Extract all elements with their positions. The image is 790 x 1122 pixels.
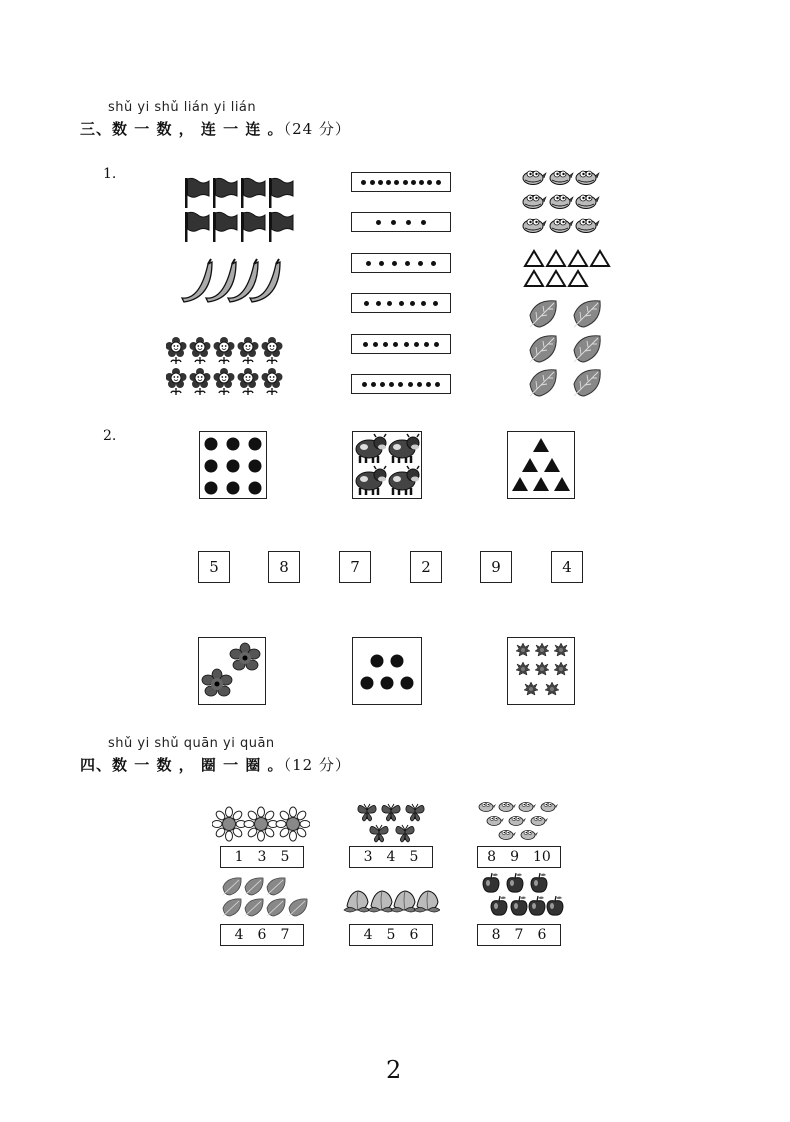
sunflowers-picture: [212, 806, 310, 842]
dot: [376, 301, 381, 306]
dot: [362, 382, 367, 387]
dot: [391, 220, 396, 225]
option-6[interactable]: 6: [409, 927, 419, 943]
circles-picture: [200, 432, 266, 498]
number-box-8[interactable]: 8: [268, 551, 300, 583]
section4-pinyin: shǔ yi shǔ quān yi quān: [108, 736, 275, 751]
dot-box-7[interactable]: [351, 293, 451, 313]
dot: [363, 342, 368, 347]
answer-box-birds: [477, 846, 561, 868]
number-box-2[interactable]: 2: [410, 551, 442, 583]
dot: [408, 382, 413, 387]
option-1[interactable]: 1: [234, 849, 244, 865]
dot: [421, 301, 426, 306]
flag-icon: [269, 178, 293, 208]
triangles-picture: [508, 432, 574, 498]
dot: [398, 382, 403, 387]
dot: [366, 261, 371, 266]
dot: [364, 301, 369, 306]
option-6[interactable]: 6: [257, 927, 267, 943]
dot: [417, 382, 422, 387]
option-8[interactable]: 8: [487, 849, 497, 865]
flag-icon: [241, 178, 265, 208]
small-birds-picture: [476, 798, 564, 844]
section4-title: 四、数 一 数 ， 圈 一 圈 。: [80, 756, 284, 774]
banana-icon: [182, 259, 212, 302]
dot-box-4[interactable]: [351, 212, 451, 232]
q1-flowers-picture: [166, 336, 288, 398]
circles-picture: [353, 638, 421, 704]
flag-icon: [185, 212, 209, 242]
cows-picture: [353, 432, 421, 498]
small-leaves-picture: [220, 876, 312, 918]
section3-heading: [80, 118, 351, 139]
dot: [411, 180, 416, 185]
option-4[interactable]: 4: [234, 927, 244, 943]
dot: [431, 261, 436, 266]
q2-box-circles-5[interactable]: [352, 637, 422, 705]
option-9[interactable]: 9: [510, 849, 519, 865]
q1-birds-picture: [520, 166, 602, 238]
section4-heading: [80, 754, 351, 775]
option-10[interactable]: 10: [533, 849, 551, 865]
dot: [379, 261, 384, 266]
option-4[interactable]: 4: [363, 927, 373, 943]
section3-pinyin: shǔ yi shǔ lián yi lián: [108, 100, 257, 115]
dot: [393, 342, 398, 347]
dot: [404, 342, 409, 347]
section3-title: 三、数 一 数 ， 连 一 连 。: [80, 120, 284, 138]
dot: [389, 382, 394, 387]
flowers-picture: [199, 638, 265, 704]
dot: [427, 180, 432, 185]
q2-box-cows-4[interactable]: [352, 431, 422, 499]
q1-triangles-picture: [522, 248, 614, 290]
dot: [378, 180, 383, 185]
q2-box-starflowers-8[interactable]: [507, 637, 575, 705]
number-box-4[interactable]: 4: [551, 551, 583, 583]
q1-flags-picture: [183, 176, 299, 244]
apples-picture: [478, 872, 564, 918]
dot: [361, 180, 366, 185]
dot-box-10[interactable]: [351, 172, 451, 192]
dot: [424, 342, 429, 347]
answer-box-leaves: [220, 924, 304, 946]
butterflies-picture: [355, 802, 431, 844]
option-7[interactable]: 7: [514, 927, 524, 943]
dot-box-6[interactable]: [351, 253, 451, 273]
q2-box-triangles-6[interactable]: [507, 431, 575, 499]
option-5[interactable]: 5: [409, 849, 419, 865]
peaches-picture: [342, 884, 440, 916]
section4-score: （12 分）: [283, 756, 351, 774]
option-7[interactable]: 7: [280, 927, 290, 943]
dot: [383, 342, 388, 347]
answer-box-sunflowers: [220, 846, 304, 868]
q2-box-circles-9[interactable]: [199, 431, 267, 499]
answer-box-peaches: [349, 924, 433, 946]
dot: [433, 301, 438, 306]
dot: [392, 261, 397, 266]
flag-icon: [185, 178, 209, 208]
q2-box-flowers-2[interactable]: [198, 637, 266, 705]
dot: [370, 180, 375, 185]
dot: [406, 220, 411, 225]
q1-bananas-picture: [178, 258, 282, 304]
flag-icon: [269, 212, 293, 242]
dot: [394, 180, 399, 185]
dot: [387, 301, 392, 306]
dot: [435, 382, 440, 387]
option-3[interactable]: 3: [257, 849, 267, 865]
number-box-7[interactable]: 7: [339, 551, 371, 583]
dot: [403, 180, 408, 185]
section3-score: （24 分）: [283, 120, 351, 138]
option-6[interactable]: 6: [537, 927, 547, 943]
option-8[interactable]: 8: [491, 927, 501, 943]
dot: [376, 220, 381, 225]
q1-label: 1.: [103, 166, 117, 182]
dot: [421, 220, 426, 225]
answer-box-apples: [477, 924, 561, 946]
option-5[interactable]: 5: [280, 849, 290, 865]
number-box-5[interactable]: 5: [198, 551, 230, 583]
dot: [371, 382, 376, 387]
answer-box-butterflies: [349, 846, 433, 868]
dot: [386, 180, 391, 185]
dot: [414, 342, 419, 347]
option-5[interactable]: 5: [386, 927, 396, 943]
dot-box-8[interactable]: [351, 334, 451, 354]
dot: [380, 382, 385, 387]
q2-label: 2.: [103, 428, 117, 444]
dot: [419, 180, 424, 185]
option-4[interactable]: 4: [386, 849, 396, 865]
flag-icon: [213, 212, 237, 242]
number-box-9[interactable]: 9: [480, 551, 512, 583]
dot: [426, 382, 431, 387]
page-number: 2: [386, 1056, 402, 1084]
dot: [405, 261, 410, 266]
dot: [399, 301, 404, 306]
flag-icon: [241, 212, 265, 242]
dot: [373, 342, 378, 347]
option-3[interactable]: 3: [363, 849, 373, 865]
flag-icon: [213, 178, 237, 208]
dot: [436, 180, 441, 185]
star-flowers-picture: [508, 638, 574, 704]
dot-box-9[interactable]: [351, 374, 451, 394]
dot: [418, 261, 423, 266]
q1-leaves-picture: [526, 298, 608, 398]
dot: [410, 301, 415, 306]
dot: [434, 342, 439, 347]
